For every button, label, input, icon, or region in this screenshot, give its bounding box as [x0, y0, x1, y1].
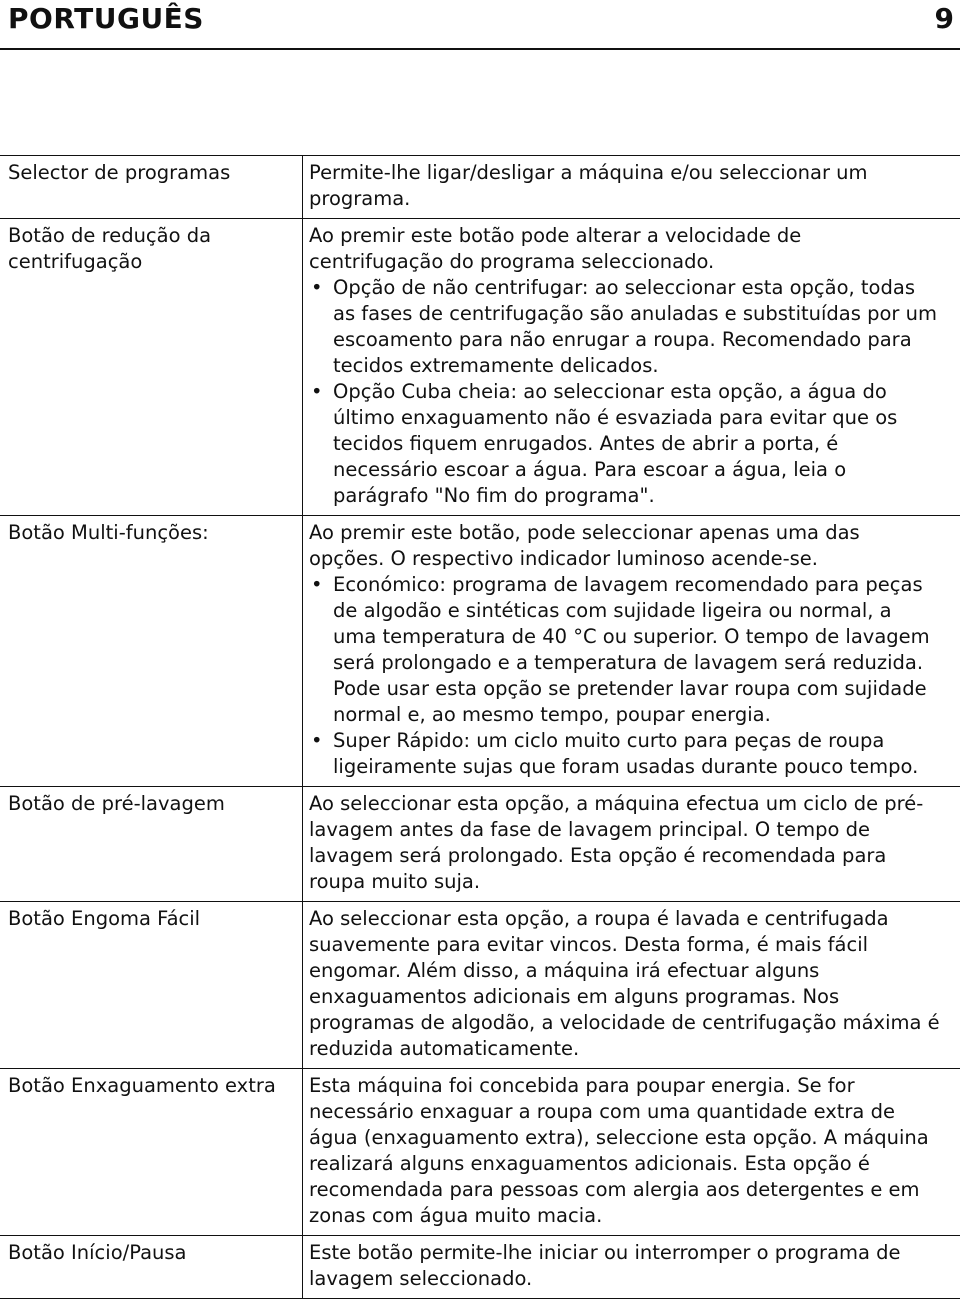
column-divider: [302, 1236, 303, 1298]
column-divider: [302, 902, 303, 1068]
page-number: 9: [934, 2, 954, 35]
row-description: [309, 1236, 960, 1298]
column-divider: [302, 156, 303, 218]
description-text: Permite-lhe ligar/desligar a máquina e/ou seleccionar um programa.: [309, 161, 868, 210]
table-row: [0, 218, 960, 515]
bullet-item: [309, 572, 940, 728]
bullet-text: Económico: programa de lavagem recomendado para peças de algodão e sintéticas com sujidade ligeira ou normal, a uma temperatura de 40 °C ou superior. O tempo de lavagem será prolongado e a temperatura de lavagem será reduzida. Pode usar esta opção se pretender lavar roupa com sujidade normal e, ao mesmo tempo, poupar energia.: [333, 573, 930, 726]
row-label: Botão Início/Pausa: [8, 1241, 187, 1264]
row-description: [309, 516, 960, 786]
bullet-item: [309, 728, 940, 780]
page-header: [0, 0, 960, 50]
row-label: Botão Engoma Fácil: [8, 907, 201, 930]
description-text: Este botão permite-lhe iniciar ou interromper o programa de lavagem seleccionado.: [309, 1241, 901, 1290]
controls-table: [0, 155, 960, 1299]
description-text: Ao seleccionar esta opção, a roupa é lavada e centrifugada suavemente para evitar vincos. Desta forma, é mais fácil engomar. Além disso, a máquina irá efectuar alguns enxaguamentos adicionais em alguns programas. Nos programas de algodão, a velocidade de centrifugação máxima é reduzida automaticamente.: [309, 907, 940, 1060]
row-description: [309, 219, 960, 515]
table-row: [0, 155, 960, 218]
column-divider: [302, 787, 303, 901]
bullet-list: [309, 275, 940, 509]
description-text: Ao premir este botão, pode seleccionar apenas uma das opções. O respectivo indicador luminoso acende-se.: [309, 521, 860, 570]
row-label: Botão de redução da centrifugação: [8, 224, 212, 273]
table-row: [0, 786, 960, 901]
row-label: Botão Multi-funções:: [8, 521, 209, 544]
row-label: Botão Enxaguamento extra: [8, 1074, 276, 1097]
column-divider: [302, 516, 303, 786]
language-title: PORTUGUÊS: [8, 2, 204, 35]
bullet-list: [309, 572, 940, 780]
bullet-icon: •: [311, 380, 323, 403]
description-text: Ao seleccionar esta opção, a máquina efectua um ciclo de pré-lavagem antes da fase de lavagem principal. O tempo de lavagem será prolongado. Esta opção é recomendada para roupa muito suja.: [309, 792, 924, 893]
bullet-item: [309, 275, 940, 379]
row-description: [309, 902, 960, 1068]
description-text: Esta máquina foi concebida para poupar energia. Se for necessário enxaguar a roupa com uma quantidade extra de água (enxaguamento extra), seleccione esta opção. A máquina realizará alguns enxaguamentos adicionais. Esta opção é recomendada para pessoas com alergia aos detergentes e em zonas com água muito macia.: [309, 1074, 929, 1227]
column-divider: [302, 1069, 303, 1235]
description-text: Ao premir este botão pode alterar a velocidade de centrifugação do programa seleccionado.: [309, 224, 802, 273]
bullet-text: Super Rápido: um ciclo muito curto para peças de roupa ligeiramente sujas que foram usadas durante pouco tempo.: [333, 729, 919, 778]
bullet-icon: •: [311, 276, 323, 299]
row-description: [309, 1069, 960, 1235]
bullet-icon: •: [311, 573, 323, 596]
table-row: [0, 515, 960, 786]
column-divider: [302, 219, 303, 515]
row-description: [309, 156, 960, 218]
bullet-text: Opção Cuba cheia: ao seleccionar esta opção, a água do último enxaguamento não é esvaziada para evitar que os tecidos fiquem enrugados. Antes de abrir a porta, é necessário escoar a água. Para escoar a água, leia o parágrafo "No fim do programa".: [333, 380, 898, 507]
table-row: [0, 1235, 960, 1299]
table-row: [0, 1068, 960, 1235]
bullet-item: [309, 379, 940, 509]
bullet-icon: •: [311, 729, 323, 752]
table-row: [0, 901, 960, 1068]
row-description: [309, 787, 960, 901]
row-label: Botão de pré-lavagem: [8, 792, 225, 815]
bullet-text: Opção de não centrifugar: ao seleccionar esta opção, todas as fases de centrifugação são anuladas e substituídas por um escoamento para não enrugar a roupa. Recomendado para tecidos extremamente delicados.: [333, 276, 937, 377]
row-label: Selector de programas: [8, 161, 231, 184]
